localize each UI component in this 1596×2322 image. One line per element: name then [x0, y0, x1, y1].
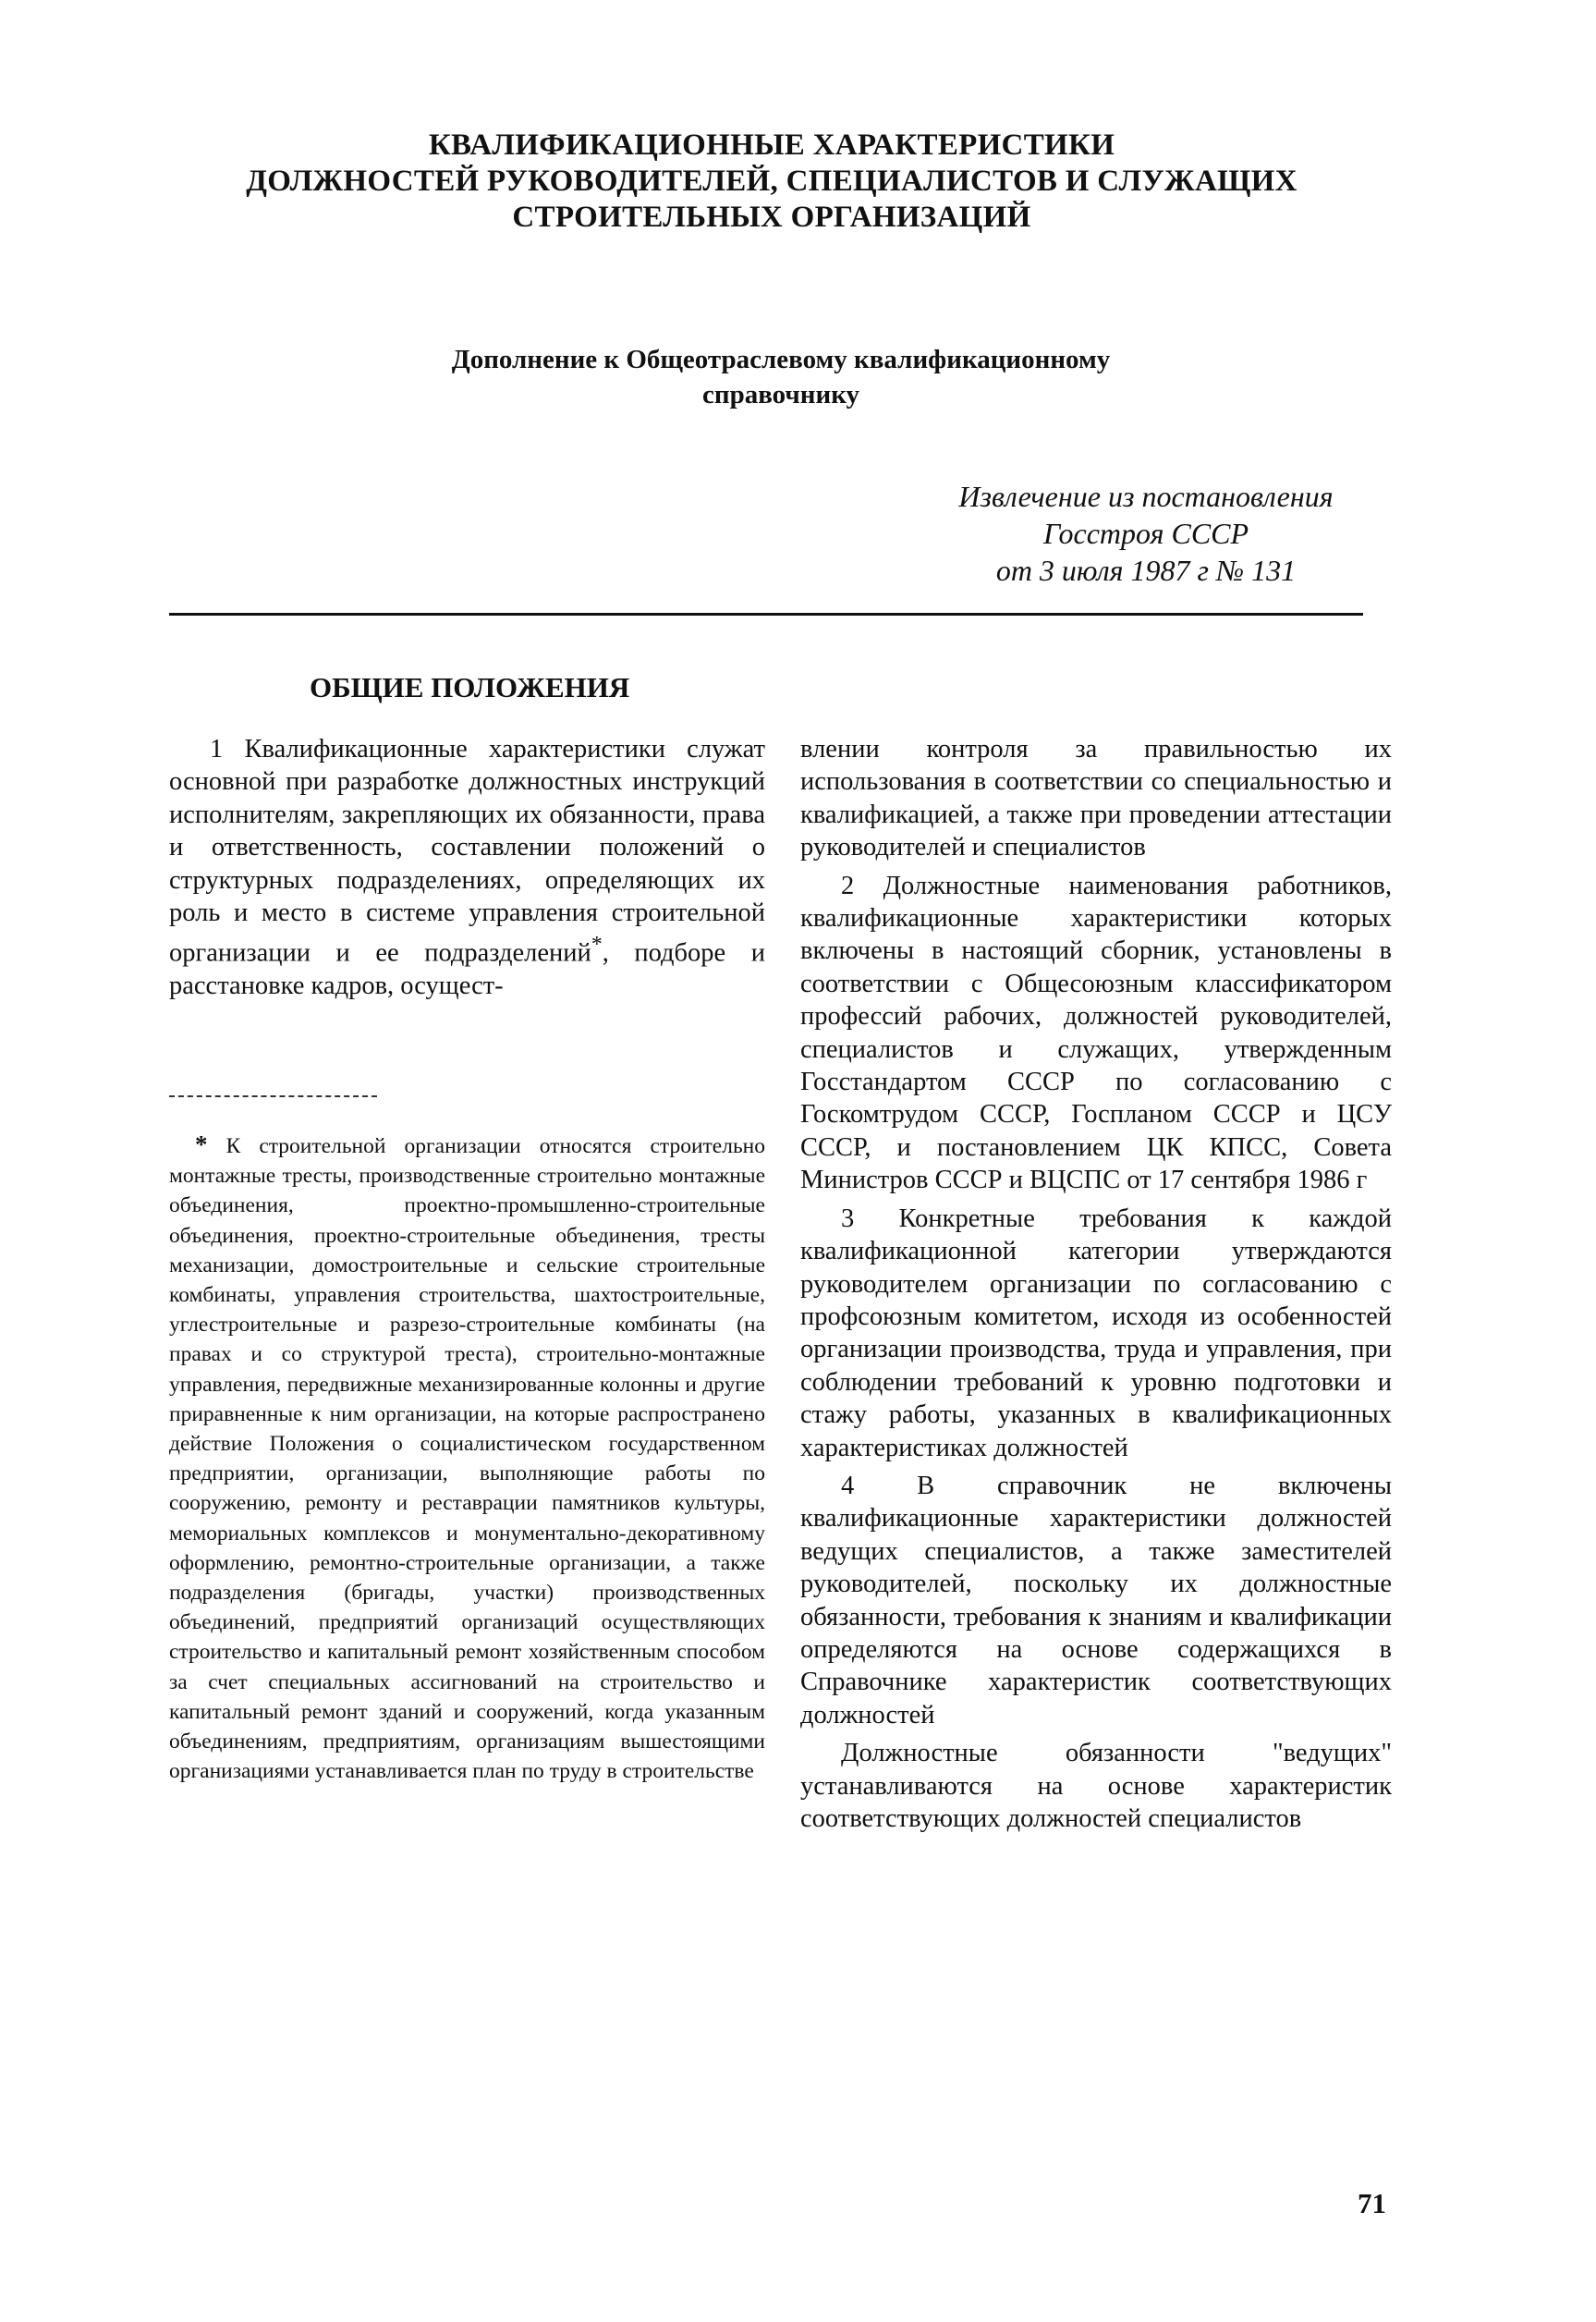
paragraph-1	[169, 733, 765, 1003]
footnote-ref: *	[591, 933, 603, 958]
extract-line: Извлечение из постановления	[958, 480, 1334, 513]
footnote-text: К строительной организации относятся строительно монтажные тресты, производственные строительно монтажные объединения, проектно-промышленно-строительные объединения, проектно-строительные объединения, тресты механизации, домостроительные и сельские строительные комбинаты, управления строительства, шахтостроительные, углестроительные и разрезо-строительные комбинаты (на правах и со структурой треста), строительно-монтажные управления, передвижные механизированные колонны и другие приравненные к ним организации, на которые распространено действие Положения о социалистическом государственном предприятии, организации, выполняющие работы по сооружению, ремонту и реставрации памятников культуры, мемориальных комплексов и монументально-декоративному оформлению, ремонтно-строительные организации, а также подразделения (бригады, участки) производственных объединений, предприятий организаций осуществляющих строительство и капитальный ремонт хозяйственным способом за счет специальных ассигнований на строительство и капитальный ремонт зданий и сооружений, когда указанным объединениям, предприятиям, организациям вышестоящими организациями устанавливается план по труду в строительстве	[169, 1134, 766, 1784]
paragraph-5: Должностные обязанности "ведущих" устанавливаются на основе характеристик соответствующих должностей специалистов	[800, 1739, 1392, 1833]
page-number: 71	[1358, 2187, 1386, 2219]
horizontal-rule	[169, 613, 1363, 616]
title-line: КВАЛИФИКАЦИОННЫЕ ХАРАКТЕРИСТИКИ	[428, 128, 1115, 162]
left-column	[169, 733, 765, 1003]
paragraph-2: 2 Должностные наименования работников, квалификационные характеристики которых включены в настоящий сборник, установлены в соответствии с Общесоюзным классификатором профессий рабочих, должностей руководителей, специалистов и служащих, утвержденным Госстандартом СССР по согласованию с Госкомтрудом СССР, Госпланом СССР и ЦСУ СССР, и постановлением ЦК КПСС, Совета Министров СССР и ВЦСПС от 17 сентября 1986 г	[800, 871, 1392, 1195]
document-subtitle: Дополнение к Общеотраслевому квалификационному справочнику	[451, 345, 1111, 409]
footnote-mark: *	[195, 1130, 208, 1158]
paragraph-3: 3 Конкретные требования к каждой квалификационной категории утверждаются руководителем организации по согласованию с профсоюзным комитетом, исходя из особенностей организации производства, труда и управления, при соблюдении требований к уровню подготовки и стажу работы, указанных в квалификационных характеристиках должностей	[800, 1204, 1392, 1462]
paragraph-text: 1 Квалификационные характеристики служат основной при разработке должностных инструкций исполнителям, закрепляющих их обязанности, права и ответственность, составлении положений о структурных подразделениях, определяющих их роль и место в системе управления строительной организации и ее подразделений	[169, 735, 765, 968]
title-line: СТРОИТЕЛЬНЫХ ОРГАНИЗАЦИЙ	[512, 201, 1031, 234]
section-heading: ОБЩИЕ ПОЛОЖЕНИЯ	[310, 671, 630, 703]
right-column	[800, 733, 1392, 1835]
resolution-reference	[924, 478, 1368, 589]
footnote-separator	[169, 1095, 377, 1097]
title-line: ДОЛЖНОСТЕЙ РУКОВОДИТЕЛЕЙ, СПЕЦИАЛИСТОВ И СЛУЖАЩИХ	[246, 165, 1298, 198]
paragraph-text: , подборе и расстановке кадров, осущест-	[169, 938, 765, 1001]
paragraph-1-continued: влении контроля за правильностью их использования в соответствии со специальностью и квалификацией, а также при проведении аттестации руководителей и специалистов	[800, 735, 1392, 862]
extract-line: от 3 июля 1987 г № 131	[995, 554, 1297, 587]
footnote	[169, 1130, 765, 1786]
paragraph-4: 4 В справочник не включены квалификационные характеристики должностей ведущих специалистов, а также заместителей руководителей, поскольку их должностные обязанности, требования к знаниям и квалификации определяются на основе содержащихся в Справочнике характеристик соответствующих должностей	[800, 1471, 1392, 1729]
document-title	[240, 128, 1303, 236]
extract-line: Госстроя СССР	[1042, 517, 1249, 550]
